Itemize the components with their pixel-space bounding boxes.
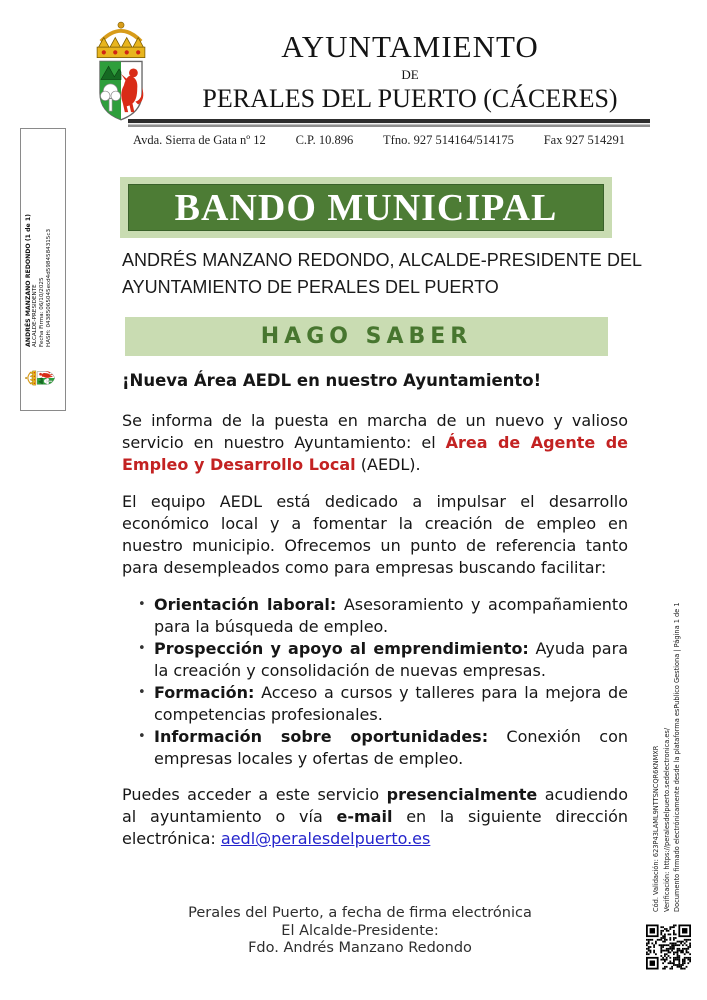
p1-highlight: Área de Agente de Empleo y Desarrollo Local bbox=[122, 433, 629, 474]
signature-signed-by: Fdo. Andrés Manzano Redondo bbox=[248, 940, 472, 956]
bullet-text: Conexión con empresas locales y ofertas de empleo. bbox=[154, 727, 629, 768]
postal-code: C.P. 10.896 bbox=[295, 133, 354, 147]
services-list bbox=[122, 594, 628, 770]
fax-number: Fax 927 514291 bbox=[543, 133, 625, 147]
bullet-label: Orientación laboral: bbox=[154, 595, 337, 614]
contact-bar bbox=[133, 133, 625, 148]
bando-title: BANDO MUNICIPAL bbox=[174, 186, 558, 229]
p3-bold-presencialmente: presencialmente bbox=[386, 785, 538, 804]
street-address: Avda. Sierra de Gata nº 12 bbox=[133, 133, 266, 147]
org-municipality: PERALES DEL PUERTO (CÁCERES) bbox=[202, 84, 618, 113]
phone-number: Tfno. 927 514164/514175 bbox=[383, 133, 514, 147]
announcer-paragraph: ANDRÉS MANZANO REDONDO, ALCALDE-PRESIDENTE DEL AYUNTAMIENTO DE PERALES DEL PUERTO bbox=[122, 250, 642, 297]
paragraph-aedl-description: El equipo AEDL está dedicado a impulsar el desarrollo económico local y a fomentar la creación de empleo en nuestro municipio. Ofrecemos un punto de referencia tanto para desempleados como para empresas buscando facilitar: bbox=[122, 492, 628, 577]
paragraph-service-announcement bbox=[122, 410, 628, 476]
list-item bbox=[154, 682, 628, 726]
list-item bbox=[154, 638, 628, 682]
org-title: AYUNTAMIENTO bbox=[281, 29, 539, 64]
coat-of-arms-icon bbox=[23, 365, 57, 391]
signature-stamp-text bbox=[25, 193, 53, 347]
qr-code-icon bbox=[646, 922, 691, 972]
signature-hash: HASH: 04385065045ecd4d5984584315c3 bbox=[46, 228, 52, 347]
paragraph-access bbox=[122, 784, 628, 850]
hago-saber-banner bbox=[125, 317, 608, 356]
coat-of-arms-icon bbox=[78, 18, 164, 124]
platform-note: Documento firmado electrónicamente desde la plataforma esPublico Gestiona | Página 1 de 1 bbox=[673, 602, 681, 912]
bando-banner-inner bbox=[128, 184, 604, 231]
p3-text: Puedes acceder a este servicio bbox=[122, 785, 387, 804]
footer-signature bbox=[104, 905, 616, 958]
header-rule bbox=[128, 119, 650, 127]
bullet-label: Prospección y apoyo al emprendimiento: bbox=[154, 639, 529, 658]
org-of: DE bbox=[401, 67, 419, 82]
signer-role: ALCALDE-PRESIDENTE bbox=[32, 284, 38, 347]
bullet-label: Formación: bbox=[154, 683, 255, 702]
signature-role: El Alcalde-Presidente: bbox=[281, 922, 439, 939]
signer-name: ANDRÉS MANZANO REDONDO (1 de 1) bbox=[25, 213, 32, 347]
body-headline: ¡Nueva Área AEDL en nuestro Ayuntamiento! bbox=[122, 371, 542, 390]
p3-text: en la siguiente dirección electrónica: bbox=[122, 807, 628, 848]
bullet-text: Asesoramiento y acompañamiento para la búsqueda de empleo. bbox=[154, 595, 628, 636]
p1-tail: (AEDL). bbox=[355, 455, 421, 474]
p3-text: acudiendo al ayuntamiento o vía bbox=[122, 785, 629, 826]
left-signature-strip bbox=[20, 128, 66, 411]
p3-bold-email: e-mail bbox=[336, 807, 393, 826]
email-link[interactable]: aedl@peralesdelpuerto.es bbox=[220, 829, 431, 848]
p1-text: Se informa de la puesta en marcha de un nuevo y valioso servicio en nuestro Ayuntamiento: el bbox=[122, 411, 628, 452]
list-item bbox=[154, 594, 628, 638]
list-item bbox=[154, 726, 628, 770]
verification-url: Verificación: https://peralesdelpuerto.sedelectronica.es/ bbox=[662, 727, 671, 912]
bullet-text: Ayuda para la creación y consolidación de nuevas empresas. bbox=[154, 639, 628, 680]
right-validation-strip bbox=[651, 580, 683, 912]
validation-code: Cód. Validación: 623P43LAML9NTTSNCQR6KNMXR bbox=[652, 745, 660, 912]
body-content bbox=[122, 370, 628, 865]
signature-place-date: Perales del Puerto, a fecha de firma electrónica bbox=[188, 905, 532, 921]
header-titles bbox=[168, 30, 652, 114]
hago-saber-title: HAGO SABER bbox=[260, 324, 473, 349]
bullet-label: Información sobre oportunidades: bbox=[154, 727, 489, 746]
bando-banner bbox=[120, 177, 612, 238]
signature-date: Fecha Firma: 06/10/2025 bbox=[39, 277, 45, 347]
bullet-text: Acceso a cursos y talleres para la mejora de competencias profesionales. bbox=[154, 683, 628, 724]
